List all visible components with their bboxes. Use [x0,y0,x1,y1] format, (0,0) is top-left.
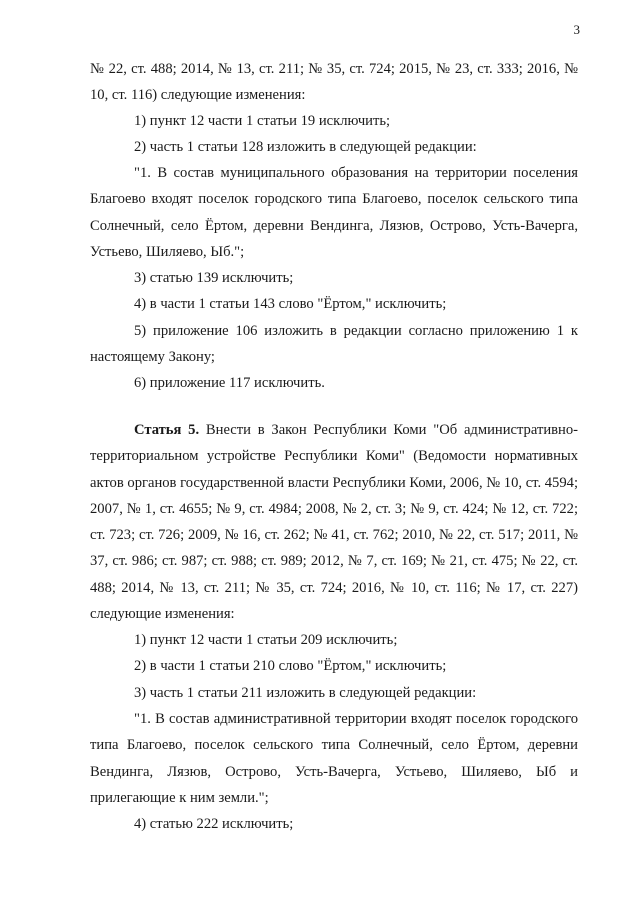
list-item: 3) часть 1 статьи 211 изложить в следующей редакции: [134,685,477,701]
list-item: 5) приложение 106 изложить в редакции согласно приложению 1 к настоящему Закону; [90,323,578,366]
quoted-redaction-paragraph: "1. В состав административной территории входят поселок городского типа Благоево, поселок сельского типа Солнечный, село Ёртом, деревни Вендинга, Лязюв, Острово, Усть-Вачерга, Устьево, Шиляево, Ыб и прилегающие к ним земли."; [90,711,578,806]
page-number: 3 [573,22,580,37]
list-item: 1) пункт 12 части 1 статьи 209 исключить; [134,632,398,648]
list-item: 3) статью 139 исключить; [134,270,294,286]
list-item: 6) приложение 117 исключить. [134,375,325,391]
list-item: 4) в части 1 статьи 143 слово "Ёртом," исключить; [134,296,447,312]
article-5-text: Внести в Закон Республики Коми "Об административно-территориальном устройстве Республики Коми" (Ведомости нормативных актов органов государственной власти Республики Коми, 2006, № 10, ст. 4594; 2007, № 1, ст. 4655; № 9, ст. 4984; 2008, № 2, ст. 3; № 9, ст. 424; № 12, ст. 722; ст. 723; ст. 726; 2009, № 16, ст. 262; № 41, ст. 762; 2010, № 22, ст. 517; 2011, № 37, ст. 986; ст. 987; ст. 988; ст. 989; 2012, № 7, ст. 169; № 21, ст. 475; № 22, ст. 488; 2014, № 13, ст. 211; № 35, ст. 724; 2016, № 10, ст. 116; № 17, ст. 227) следующие изменения: [90,422,578,623]
list-item: 2) часть 1 статьи 128 изложить в следующей редакции: [134,139,477,155]
quoted-redaction-paragraph: "1. В состав муниципального образования на территории поселения Благоево входят поселок городского типа Благоево, поселок сельского типа Солнечный, село Ёртом, деревни Вендинга, Лязюв, Острово, Усть-Вачерга, Устьево, Шиляево, Ыб."; [90,165,578,260]
amendments-intro-continuation: № 22, ст. 488; 2014, № 13, ст. 211; № 35, ст. 724; 2015, № 23, ст. 333; 2016, № 10, ст. 116) следующие изменения: [90,61,578,104]
article-heading: Статья 5. [134,422,200,438]
list-item: 2) в части 1 статьи 210 слово "Ёртом," исключить; [134,658,447,674]
list-item: 1) пункт 12 части 1 статьи 19 исключить; [134,113,391,129]
article-5-paragraph [90,417,578,627]
list-item: 4) статью 222 исключить; [134,816,294,832]
